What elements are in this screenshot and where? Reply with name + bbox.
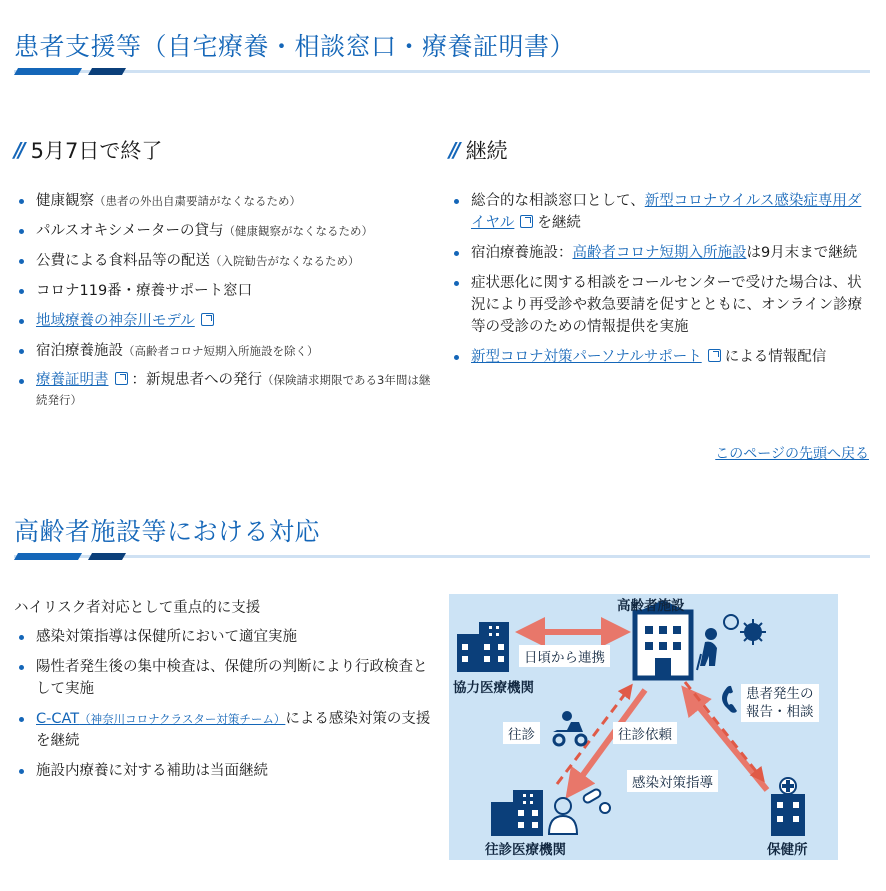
kanagawa-model-link[interactable]: 地域療養の神奈川モデル <box>36 313 195 329</box>
c-cat-link[interactable]: C-CAT（神奈川コロナクラスター対策チーム） <box>36 711 286 727</box>
cooperating-hospital-label: 協力医療機関 <box>453 680 534 696</box>
doctor-icon <box>549 798 577 834</box>
phone-icon <box>722 686 737 713</box>
lead-text: ハイリスク者対応として重点的に支援 <box>14 600 261 616</box>
section1-underline <box>14 68 870 75</box>
section2-title: 高齢者施設等における対応 <box>14 517 321 546</box>
section2-underline <box>14 553 870 560</box>
external-link-icon <box>201 313 214 326</box>
list-item: 陽性者発生後の集中検査は、保健所の判断により行政検査として実施 <box>14 656 434 700</box>
health-center-label: 保健所 <box>767 842 808 858</box>
continued-list <box>449 190 869 376</box>
ended-list <box>14 190 439 418</box>
personal-support-link[interactable]: 新型コロナ対策パーソナルサポート <box>471 349 702 365</box>
list-item: 感染対策指導は保健所において適宜実施 <box>14 626 434 648</box>
hospital-icon <box>771 778 805 836</box>
list-item: 療養証明書 ：新規患者への発行（保険請求期限である3年間は継続発行） <box>14 370 439 410</box>
scooter-icon <box>553 711 586 745</box>
virus-icon <box>724 615 766 645</box>
left-subheading <box>14 135 162 165</box>
slash-icon: // <box>449 138 458 162</box>
list-item: C-CAT（神奈川コロナクラスター対策チーム）による感染対策の支援を継続 <box>14 708 434 752</box>
home-visit-label: 往診 <box>503 722 540 744</box>
section1-title: 患者支援等（自宅療養・相談窓口・療養証明書） <box>14 32 576 61</box>
patient-report-label: 患者発生の 報告・相談 <box>741 684 819 722</box>
slash-icon: // <box>14 138 23 162</box>
left-subheading-text: 5月7日で終了 <box>30 139 163 163</box>
external-link-icon <box>115 372 128 385</box>
certificate-link[interactable]: 療養証明書 <box>36 372 109 388</box>
list-item: 総合的な相談窓口として、新型コロナウイルス感染症専用ダイヤル を継続 <box>449 190 869 234</box>
list-item: 新型コロナ対策パーソナルサポート による情報配信 <box>449 346 869 368</box>
list-item: 宿泊療養施設：高齢者コロナ短期入所施設は9月末まで継続 <box>449 242 869 264</box>
pills-icon <box>582 788 610 813</box>
right-subheading-text: 継続 <box>465 139 508 163</box>
right-subheading <box>449 135 508 165</box>
infection-guidance-label: 感染対策指導 <box>627 770 718 792</box>
hospital-icon <box>491 790 543 836</box>
visit-request-label: 往診依頼 <box>613 722 677 744</box>
list-item: 公費による食料品等の配送（入院勧告がなくなるため） <box>14 250 439 272</box>
elderly-person-icon <box>697 628 717 670</box>
dedicated-dial-link[interactable]: 新型コロナウイルス感染症専用ダイヤル <box>471 193 862 231</box>
list-item: コロナ119番・療養サポート窓口 <box>14 280 439 302</box>
short-stay-facility-link[interactable]: 高齢者コロナ短期入所施設 <box>572 245 747 261</box>
back-to-top-link[interactable]: このページの先頭へ戻る <box>715 446 869 462</box>
list-item: 宿泊療養施設（高齢者コロナ短期入所施設を除く） <box>14 340 439 362</box>
daily-cooperation-label: 日頃から連携 <box>519 645 610 667</box>
list-item: パルスオキシメーターの貸与（健康観察がなくなるため） <box>14 220 439 242</box>
facility-support-diagram <box>449 594 838 860</box>
elderly-facility-label: 高齢者施設 <box>617 598 685 614</box>
facility-list <box>14 626 434 790</box>
list-item: 症状悪化に関する相談をコールセンターで受けた場合は、状況により再受診や救急要請を促すとともに、オンライン診療等の受診のための情報提供を実施 <box>449 272 869 338</box>
list-item: 健康観察（患者の外出自粛要請がなくなるため） <box>14 190 439 212</box>
external-link-icon <box>520 215 533 228</box>
hospital-icon <box>457 622 509 672</box>
list-item <box>14 310 439 332</box>
home-visit-hospital-label: 往診医療機関 <box>485 842 566 858</box>
list-item: 施設内療養に対する補助は当面継続 <box>14 760 434 782</box>
external-link-icon <box>708 349 721 362</box>
